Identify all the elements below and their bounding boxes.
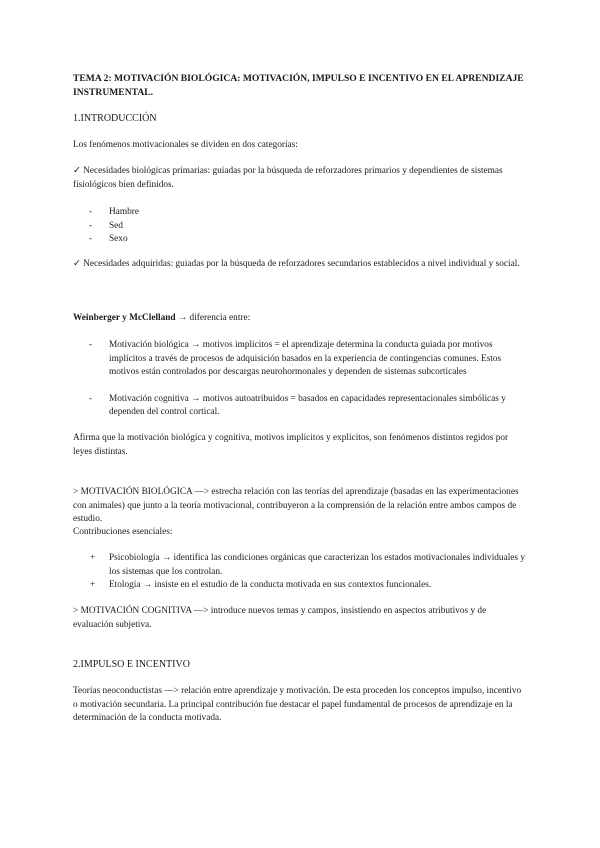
contributions-label: Contribuciones esenciales:: [73, 527, 173, 537]
title-text: : MOTIVACIÓN BIOLÓGICA: MOTIVACIÓN, IMPULSO E INCENTIVO EN EL APRENDIZAJE INSTRUMENTAL.: [73, 73, 524, 98]
dash-bullet: -: [89, 393, 93, 404]
authors-rest: → diferencia entre:: [175, 313, 251, 323]
list-item-text: Sed: [109, 220, 123, 231]
list-item-text: Sexo: [109, 234, 128, 244]
contributions-list: [73, 552, 528, 593]
intro-paragraph: Los fenómenos motivacionales se dividen en dos categorías:: [73, 140, 298, 150]
plus-bullet: +: [90, 580, 96, 590]
list-item: [73, 339, 528, 380]
list-item: [73, 579, 528, 593]
list-item: [73, 220, 528, 234]
dash-bullet: -: [89, 340, 93, 350]
plus-bullet: +: [90, 553, 96, 563]
difference-list: [73, 339, 528, 420]
primary-needs-list: [73, 206, 528, 247]
cog-motivation-paragraph: > MOTIVACIÓN COGNITIVA —> introduce nuevos temas y campos, insistiendo en aspectos atributivos y de evaluación subjetiva.: [73, 606, 487, 630]
dash-bullet: -: [89, 207, 93, 217]
dash-bullet: -: [89, 234, 93, 244]
list-item: [73, 552, 528, 579]
list-item: [73, 393, 528, 420]
authors-line: [73, 312, 528, 326]
list-item-text: Motivación biológica → motivos implícitos = el aprendizaje determina la conducta guiada por motivos implícitos a través de procesos de adquisición basados en la experiencia de contingencias comunes. Estos motivos están controlados por descargas neurohormonales y dependen de sistemas subcorticales: [109, 340, 502, 377]
title-prefix: TEMA 2: [73, 73, 109, 84]
list-item-text: Hambre: [109, 207, 139, 217]
needs-acquired-paragraph: ✓ Necesidades adquiridas: guiadas por la búsqueda de reforzadores secundarios establecidos a nivel individual y social.: [73, 259, 520, 269]
list-item: [73, 233, 528, 247]
section-heading-impulso: 2.IMPULSO E INCENTIVO: [73, 659, 190, 670]
neoconductistas-paragraph: Teorías neoconductistas —> relación entre aprendizaje y motivación. De esta proceden los conceptos impulso, incentivo o motivación secundaria. La principal contribución fue destacar el papel fundamental de procesos de aprendizaje en la determinación de la conducta motivada.: [73, 686, 522, 723]
document-title: [73, 72, 528, 99]
section-heading-introduccion: 1.INTRODUCCIÓN: [73, 113, 157, 124]
dash-bullet: -: [89, 220, 93, 231]
bio-motivation-paragraph: > MOTIVACIÓN BIOLÓGICA —> estrecha relación con las teorías del aprendizaje (basadas en las experimentaciones con animales) que junto a la teoría motivacional, contribuyeron a la comprensión de la relación entre ambos campos de estudio.: [73, 487, 519, 524]
authors-name: Weinberger y McClelland: [73, 313, 176, 323]
list-item-text: Etología → insiste en el estudio de la conducta motivada en sus contextos funcionales.: [109, 580, 432, 590]
list-item: [73, 206, 528, 220]
list-item-text: Psicobiología → identifica las condiciones orgánicas que caracterizan los estados motivacionales individuales y los sistemas que los controlan.: [109, 553, 525, 577]
needs-primary-paragraph: ✓ Necesidades biológicas primarias: guiadas por la búsqueda de reforzadores primarios y dependientes de sistemas fisiológicos bien definidos.: [73, 166, 503, 190]
list-item-text: Motivación cognitiva → motivos autoatribuidos = basados en capacidades representacionales simbólicas y dependen del control cortical.: [109, 393, 506, 417]
affirm-paragraph: Afirma que la motivación biológica y cognitiva, motivos implícitos y explícitos, son fenómenos distintos regidos por leyes distintas.: [73, 433, 509, 457]
